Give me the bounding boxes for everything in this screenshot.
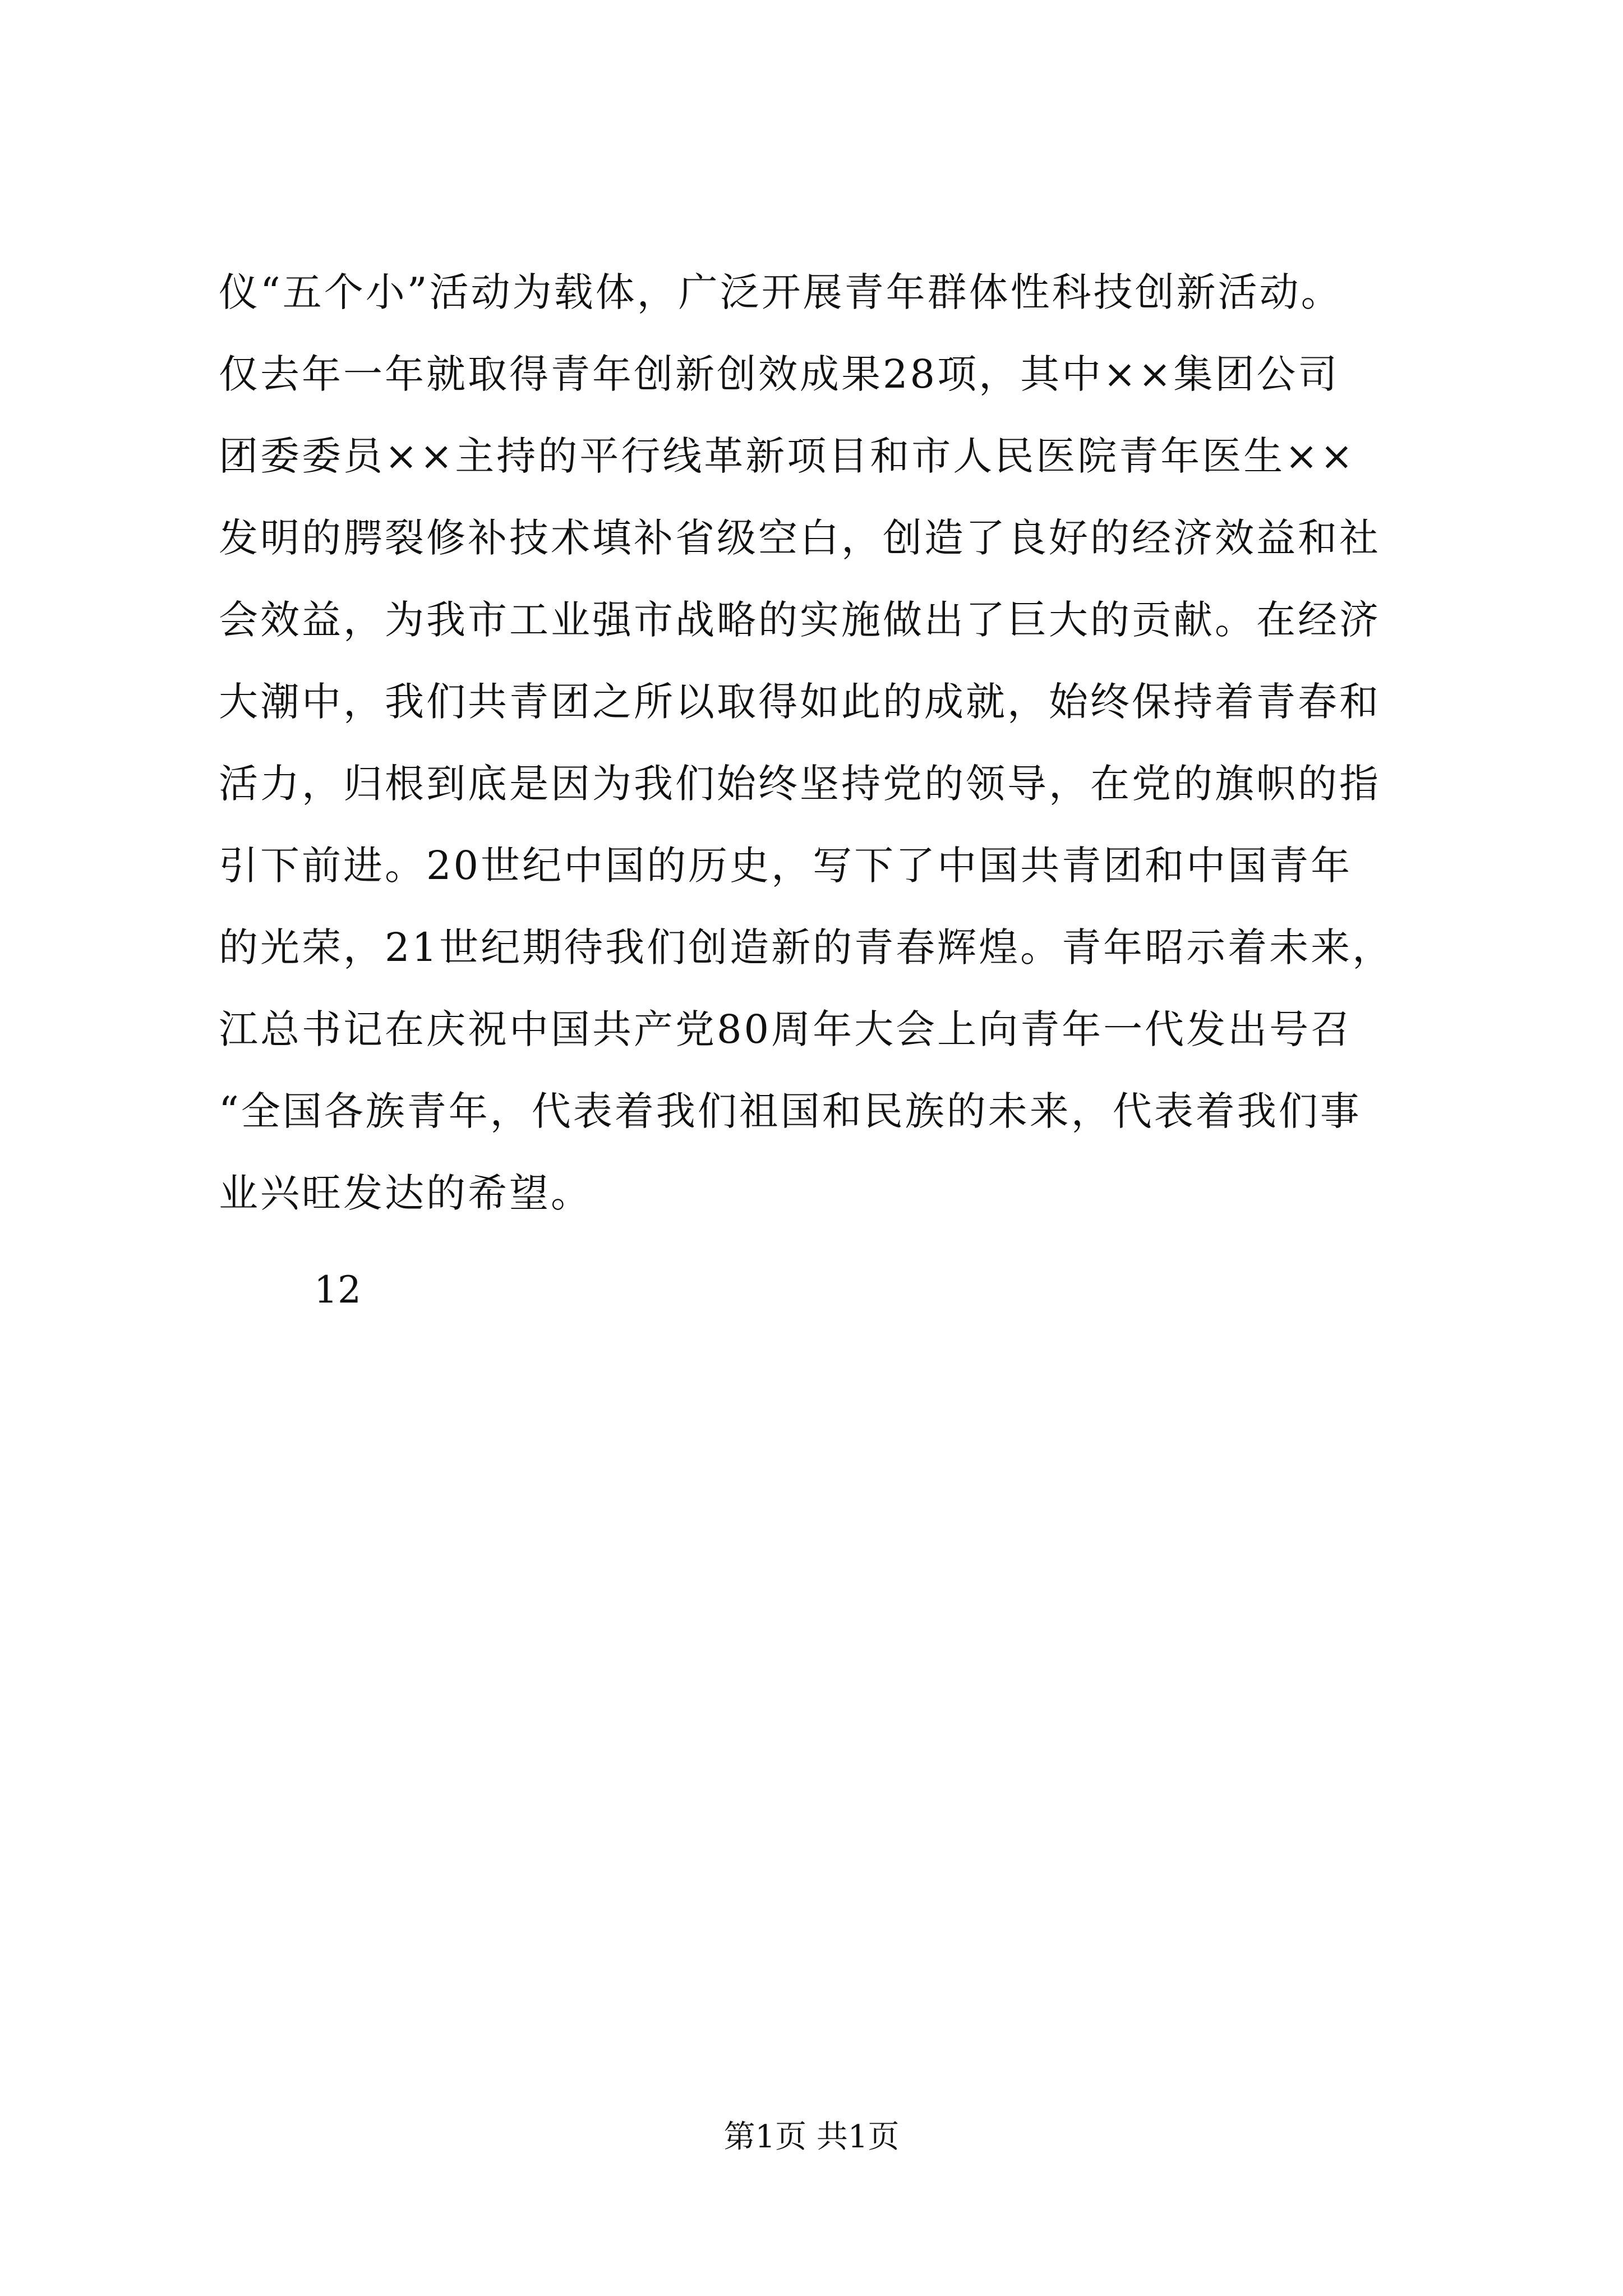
text-line: “全国各族青年，代表着我们祖国和民族的未来，代表着我们事	[219, 1088, 1362, 1134]
text-line: 业兴旺发达的希望。	[219, 1170, 592, 1216]
text-line: 的光荣，21世纪期待我们创造新的青春辉煌。青年昭示着未来，	[219, 924, 1394, 970]
page-marker: 12	[314, 1268, 361, 1312]
text-line: 引下前进。20世纪中国的历史，写下了中国共青团和中国青年	[219, 843, 1353, 889]
text-line: 团委委员××主持的平行线革新项目和市人民医院青年医生××	[219, 433, 1355, 479]
text-line: 会效益，为我市工业强市战略的实施做出了巨大的贡献。在经济	[219, 597, 1381, 643]
page-footer: 第1页 共1页	[723, 2119, 900, 2155]
text-line: 仅去年一年就取得青年创新创效成果28项，其中××集团公司	[219, 351, 1340, 397]
text-line: 发明的腭裂修补技术填补省级空白，创造了良好的经济效益和社	[219, 515, 1381, 561]
text-line: 仪“五个小”活动为载体，广泛开展青年群体性科技创新活动。	[219, 269, 1343, 315]
text-line: 大潮中，我们共青团之所以取得如此的成就，始终保持着青春和	[219, 679, 1381, 725]
text-line: 活力，归根到底是因为我们始终坚持党的领导，在党的旗帜的指	[219, 761, 1381, 807]
body-paragraph	[219, 251, 1430, 1234]
text-line: 江总书记在庆祝中国共产党80周年大会上向青年一代发出号召	[219, 1006, 1353, 1052]
